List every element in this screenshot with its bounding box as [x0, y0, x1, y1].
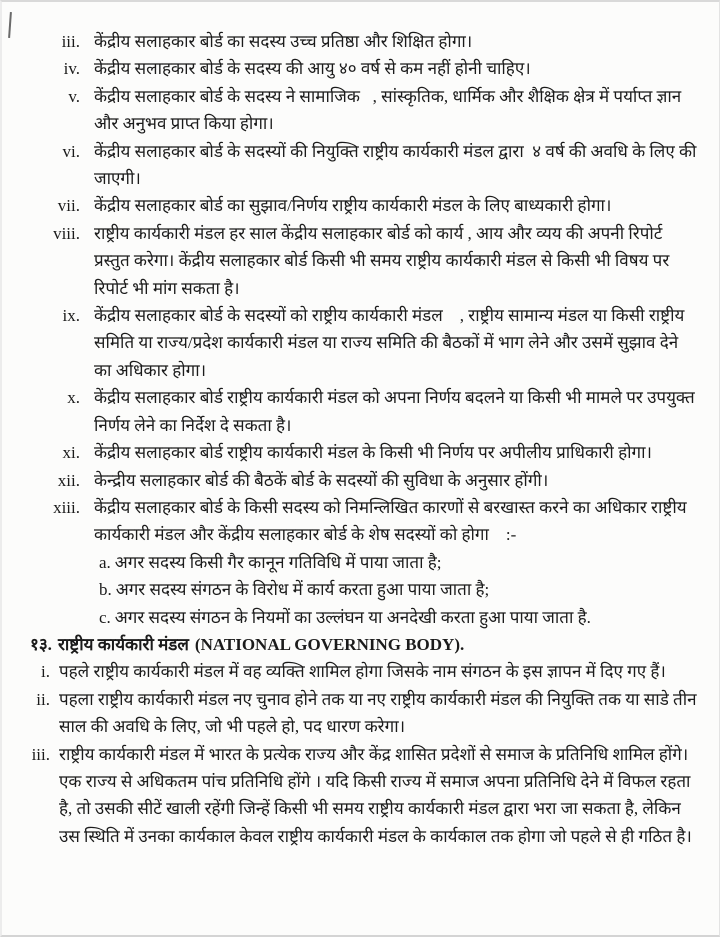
clause-item-iii-2	[2, 741, 719, 851]
clause-item-i	[2, 658, 719, 685]
advisory-board-clause-list	[2, 28, 719, 631]
clause-marker: xi.	[62, 443, 80, 463]
clause-text: केंद्रीय सलाहकार बोर्ड के सदस्य ने सामाजिक , सांस्कृतिक, धार्मिक और शैक्षिक क्षेत्र में पर्याप्त ज्ञान और अनुभव प्राप्त किया होगा।	[94, 86, 682, 134]
clause-text: राष्ट्रीय कार्यकारी मंडल में भारत के प्रत्येक राज्य और केंद्र शासित प्रदेशों से समाज के प्रतिनिधि शामिल होंगे। एक राज्य से अधिकतम पांच प्रतिनिधि होंगे । यदि किसी राज्य में समाज अपना प्रतिनिधि देने में विफल रहता है, तो उसकी सीटें खाली रहेंगी जिन्हें किसी भी समय राष्ट्रीय कार्यकारी मंडल द्वारा भरा जा सकता है, लेकिन उस स्थिति में उनका कार्यकाल केवल राष्ट्रीय कार्यकारी मंडल के कार्यकाल तक होगा जो पहले से ही गठित है।	[59, 744, 692, 846]
clause-text: केन्द्रीय सलाहकार बोर्ड की बैठकें बोर्ड के सदस्यों की सुविधा के अनुसार होंगी।	[94, 470, 549, 490]
sub-clause-marker: a.	[99, 552, 111, 572]
sub-clause-marker: b.	[99, 580, 112, 600]
clause-text: केंद्रीय सलाहकार बोर्ड के सदस्यों को राष्ट्रीय कार्यकारी मंडल , राष्ट्रीय सामान्य मंडल या किसी राष्ट्रीय समिति या राज्य/प्रदेश कार्यकारी मंडल या राज्य समिति की बैठकों में भाग लेने और उसमें सुझाव देने का अधिकार होगा।	[94, 306, 685, 380]
clause-text: राष्ट्रीय कार्यकारी मंडल हर साल केंद्रीय सलाहकार बोर्ड को कार्य , आय और व्यय की अपनी रिपोर्ट प्रस्तुत करेगा। केंद्रीय सलाहकार बोर्ड किसी भी समय राष्ट्रीय कार्यकारी मंडल से किसी भी विषय पर रिपोर्ट भी मांग सकता है।	[94, 223, 670, 298]
section-number: १३.	[30, 634, 52, 654]
clause-marker: iv.	[63, 59, 80, 79]
clause-text: केंद्रीय सलाहकार बोर्ड के सदस्यों की नियुक्ति राष्ट्रीय कार्यकारी मंडल द्वारा ४ वर्ष की अवधि के लिए की जाएगी।	[94, 141, 697, 189]
clause-text: केंद्रीय सलाहकार बोर्ड का सदस्य उच्च प्रतिष्ठा और शिक्षित होगा।	[94, 32, 473, 51]
sub-clause-a	[99, 549, 697, 576]
clause-text: पहले राष्ट्रीय कार्यकारी मंडल में वह व्यक्ति शामिल होगा जिसके नाम संगठन के इस ज्ञापन में दिए गए हैं।	[59, 662, 666, 682]
sub-clause-text: अगर सदस्य किसी गैर कानून गतिविधि में पाया जाता है;	[114, 552, 442, 572]
clause-text: केंद्रीय सलाहकार बोर्ड राष्ट्रीय कार्यकारी मंडल को अपना निर्णय बदलने या किसी भी मामले पर उपयुक्त निर्णय लेने का निर्देश दे सकता है।	[94, 388, 695, 435]
clause-item-v	[2, 83, 719, 138]
clause-marker: xii.	[57, 470, 80, 490]
clause-text: पहला राष्ट्रीय कार्यकारी मंडल नए चुनाव होने तक या नए राष्ट्रीय कार्यकारी मंडल की नियुक्ति तक या साडे तीन साल की अवधि के लिए, जो भी पहले हो, पद धारण करेगा।	[59, 689, 697, 737]
clause-item-vi	[2, 138, 719, 193]
sub-clause-c	[99, 604, 697, 631]
clause-item-xi	[2, 439, 719, 466]
clause-marker: iii.	[61, 32, 80, 51]
clause-text: केंद्रीय सलाहकार बोर्ड के किसी सदस्य को निमन्लिखित कारणों से बरखास्त करने का अधिकार राष्ट्रीय कार्यकारी मंडल और केंद्रीय सलाहकार बोर्ड के शेष सदस्यों को होगा :-	[94, 497, 687, 545]
clause-marker: x.	[67, 388, 80, 408]
clause-item-iii	[2, 28, 719, 55]
clause-text: केंद्रीय सलाहकार बोर्ड राष्ट्रीय कार्यकारी मंडल के किसी भी निर्णय पर अपीलीय प्राधिकारी होगा।	[94, 443, 652, 463]
clause-marker: ix.	[62, 306, 80, 326]
clause-item-vii	[2, 192, 719, 219]
clause-marker: v.	[68, 86, 80, 106]
clause-item-viii	[2, 220, 719, 302]
section-title-english: (NATIONAL GOVERNING BODY).	[194, 634, 465, 654]
sub-clause-text: अगर सदस्य संगठन के विरोध में कार्य करता हुआ पाया जाता है;	[115, 580, 490, 600]
clause-text: केंद्रीय सलाहकार बोर्ड के सदस्य की आयु ४० वर्ष से कम नहीं होनी चाहिए।	[94, 59, 531, 79]
clause-item-ii	[2, 686, 719, 741]
clause-marker: ii.	[36, 689, 50, 709]
removal-reasons-sublist	[2, 549, 719, 631]
clause-text: केंद्रीय सलाहकार बोर्ड का सुझाव/निर्णय राष्ट्रीय कार्यकारी मंडल के लिए बाध्यकारी होगा।	[94, 196, 612, 216]
sub-clause-b	[99, 576, 697, 603]
sub-clause-text: अगर सदस्य संगठन के नियमों का उल्लंघन या अनदेखी करता हुआ पाया जाता है.	[114, 607, 591, 627]
clause-marker: iii.	[31, 744, 50, 764]
sub-clause-marker: c.	[99, 607, 111, 627]
clause-item-ix	[2, 302, 719, 384]
clause-marker: vii.	[57, 196, 80, 216]
section-heading	[30, 631, 703, 658]
clause-item-x	[2, 384, 719, 439]
governing-body-clause-list	[2, 658, 719, 850]
clause-item-iv	[2, 55, 719, 82]
section-title-hindi: राष्ट्रीय कार्यकारी मंडल	[57, 634, 189, 654]
clause-marker: i.	[41, 662, 50, 682]
clause-item-xiii	[2, 494, 719, 549]
clause-marker: viii.	[53, 223, 80, 243]
clause-marker: vi.	[62, 141, 80, 161]
clause-marker: xiii.	[53, 497, 80, 517]
clause-item-xii	[2, 467, 719, 494]
